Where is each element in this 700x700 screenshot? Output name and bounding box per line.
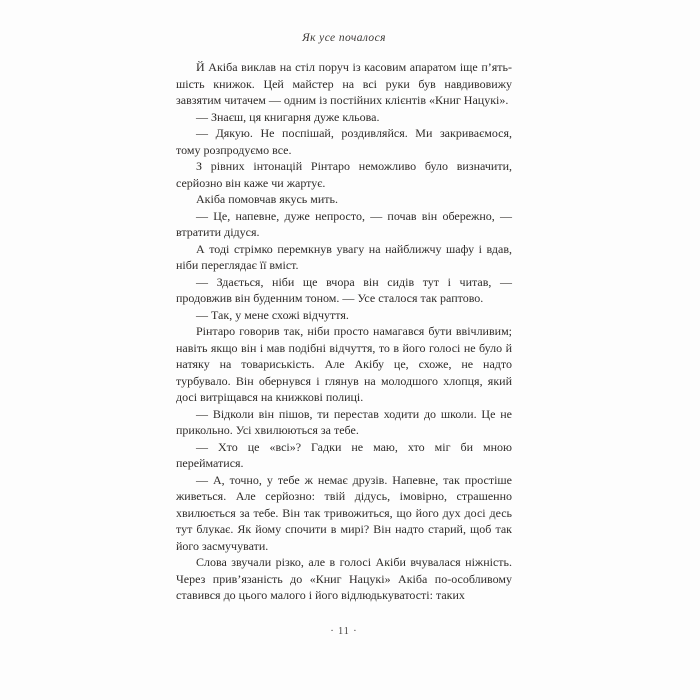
paragraph: Слова звучали різко, але в голосі Акіби вчувалася ніжність. Через прив’язаність до «Книг Нацукі» Акіба по-особливому ставився до цього малого і його відлюдькуватості: таких bbox=[176, 555, 512, 602]
paragraph: Акіба помовчав якусь мить. bbox=[196, 192, 338, 206]
paragraph: — Відколи він пішов, ти перестав ходити до школи. Це не прикольно. Усі хвилюються за тебе. bbox=[176, 406, 512, 437]
paragraph: — Дякую. Не поспішай, роздивляйся. Ми закриваємося, тому розпродуємо все. bbox=[176, 126, 512, 157]
paragraph: — А, точно, у тебе ж немає друзів. Напевне, так простіше живеться. Але серйозно: твій дідусь, імовірно, страшенно хвилюється за тебе. Він так тривожиться, що його дух досі десь тут блукає. Як йому спочити в мирі? Він надто старий, щоб так його засмучувати. bbox=[176, 472, 512, 553]
running-head: Як усе почалося bbox=[302, 32, 386, 44]
page-number: · 11 · bbox=[330, 626, 358, 637]
paragraph: — Так, у мене схожі відчуття. bbox=[196, 307, 349, 322]
paragraph: А тоді стрімко перемкнув увагу на найближчу шафу і вдав, ніби переглядає її вміст. bbox=[176, 241, 512, 272]
body-text bbox=[176, 59, 512, 604]
paragraph: — Хто це «всі»? Гадки не маю, хто міг би мною перейматися. bbox=[176, 439, 512, 470]
paragraph: — Це, напевне, дуже непросто, — почав він обережно, — втратити дідуся. bbox=[176, 208, 512, 239]
paragraph: — Знаєш, ця книгарня дуже кльова. bbox=[196, 109, 380, 124]
paragraph: — Здається, ніби ще вчора він сидів тут і читав, — продовжив він буденним тоном. — Усе сталося так раптово. bbox=[176, 274, 512, 305]
paragraph: З рівних інтонацій Рінтаро неможливо було визначити, серйозно він каже чи жартує. bbox=[176, 159, 512, 190]
paragraph: Рінтаро говорив так, ніби просто намагався бути ввічливим; навіть якщо він і мав подібні відчуття, то в його голосі не було й натяку на товариськість. Але Акібу це, схоже, не надто турбувало. Він обернувся і глянув на молодшого хлопця, який досі витріщався на книжкові полиці. bbox=[176, 324, 512, 404]
paragraph: Й Акіба виклав на стіл поруч із касовим апаратом іще п’ять-шість книжок. Цей майстер на всі руки був навдивовижу завзятим читачем — одним із постійних клієнтів «Книг Нацукі». bbox=[176, 60, 512, 107]
